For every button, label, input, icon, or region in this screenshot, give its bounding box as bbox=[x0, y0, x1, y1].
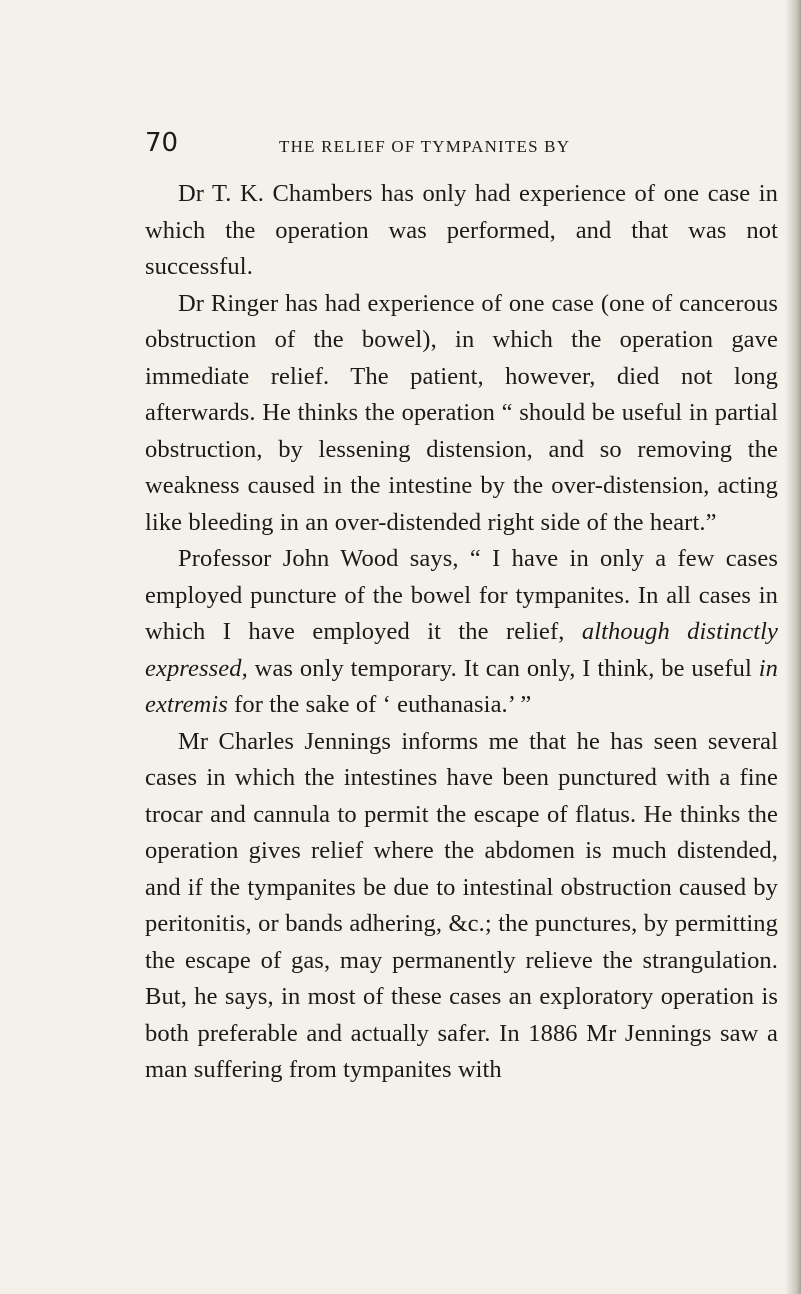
wood-text-c: for the sake of ‘ euthanasia.’ ” bbox=[234, 691, 532, 718]
page-edge-shadow bbox=[785, 0, 801, 1294]
running-title: THE RELIEF OF TYMPANITES BY bbox=[279, 137, 571, 156]
wood-text-b: was only temporary. It can only, I think, be useful bbox=[254, 654, 752, 682]
wood-italic-1: although distinctly expressed, bbox=[145, 618, 778, 682]
paragraph-wood bbox=[145, 541, 778, 724]
paragraph-ringer: Dr Ringer has had experience of one case (one of cancerous obstruction of the bowel), in which the operation gave immediate relief. The patient, however, died not long afterwards. He thinks the operation “ should be useful in partial obstruction, by lessening distension, and so removing the weakness caused in the intestine by the over-distension, acting like bleeding in an over-distended right side of the heart.” bbox=[145, 289, 778, 536]
wood-italic-2: in extremis bbox=[145, 654, 778, 718]
wood-text-a: Professor John Wood says, “ I have in only a few cases employed puncture of the bowel for tympanites. In all cases in which I have employed it the relief, bbox=[145, 545, 778, 645]
page-number: 70 bbox=[145, 128, 179, 158]
body-text bbox=[145, 176, 778, 1089]
page-header bbox=[145, 128, 765, 164]
paragraph-jennings: Mr Charles Jennings informs me that he has seen several cases in which the intestines have been punctured with a fine trocar and cannula to permit the escape of flatus. He thinks the operation gives relief where the abdomen is much distended, and if the tympanites be due to intestinal obstruction caused by peritonitis, or bands adhering, &c.; the punctures, by permitting the escape of gas, may permanently relieve the strangulation. But, he says, in most of these cases an exploratory operation is both preferable and actually safer. In 1886 Mr Jennings saw a man suffering from tympanites with bbox=[145, 727, 778, 1083]
paragraph-chambers: Dr T. K. Chambers has only had experience of one case in which the operation was performed, and that was not successful. bbox=[145, 180, 778, 280]
